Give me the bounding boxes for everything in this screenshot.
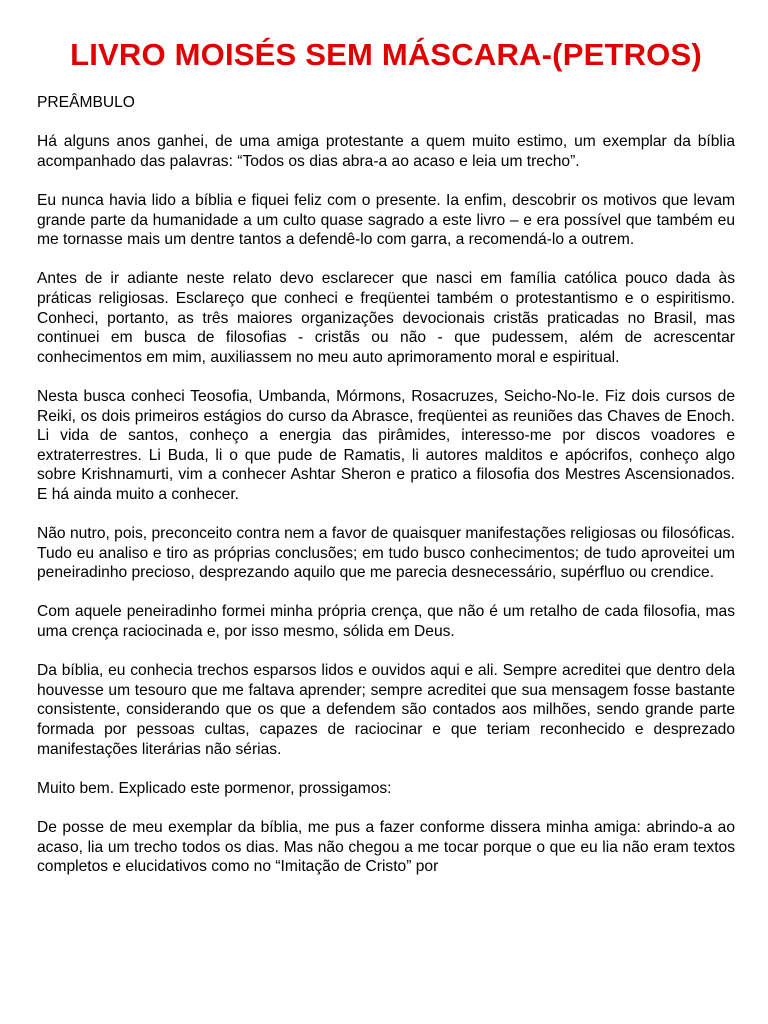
paragraph-5: Não nutro, pois, preconceito contra nem a favor de quaisquer manifestações religiosas ou filosóficas. Tudo eu analiso e tiro as próprias conclusões; em tudo busco conhecimentos; de tudo aproveitei um peneiradinho precioso, desprezando aquilo que me parecia desnecessário, supérfluo ou crendice. [37, 525, 735, 582]
paragraph-3: Antes de ir adiante neste relato devo esclarecer que nasci em família católica pouco dada às práticas religiosas. Esclareço que conheci e freqüentei também o protestantismo e o espiritismo. Conheci, portanto, as três maiores organizações devocionais cristãs praticadas no Brasil, mas continuei em busca de filosofias - cristãs ou não - que pudessem, além de acrescentar conhecimentos em mim, auxiliassem no meu auto aprimoramento moral e espiritual. [37, 270, 735, 366]
paragraph-2: Eu nunca havia lido a bíblia e fiquei feliz com o presente. Ia enfim, descobrir os motivos que levam grande parte da humanidade a um culto quase sagrado a este livro – e era possível que também eu me tornasse mais um dentre tantos a defendê-lo com garra, a recomendá-lo a outrem. [37, 191, 735, 249]
paragraph-1: Há alguns anos ganhei, de uma amiga protestante a quem muito estimo, um exemplar da bíblia acompanhado das palavras: “Todos os dias abra-a ao acaso e leia um trecho”. [37, 133, 735, 170]
document-title: LIVRO MOISÉS SEM MÁSCARA-(PETROS) [70, 37, 702, 72]
section-heading: PREÂMBULO [37, 94, 135, 111]
document-page [37, 36, 735, 896]
paragraph-6: Com aquele peneiradinho formei minha própria crença, que não é um retalho de cada filosofia, mas uma crença raciocinada e, por isso mesmo, sólida em Deus. [37, 603, 735, 641]
paragraph-8: Muito bem. Explicado este pormenor, prossigamos: [37, 779, 392, 797]
paragraph-9: De posse de meu exemplar da bíblia, me pus a fazer conforme dissera minha amiga: abrindo-a ao acaso, lia um trecho todos os dias. Mas não chegou a me tocar porque o que eu lia não eram textos completos e elucidativos como no “Imitação de Cristo” por [37, 818, 735, 876]
paragraph-4: Nesta busca conheci Teosofia, Umbanda, Mórmons, Rosacruzes, Seicho-No-Ie. Fiz dois cursos de Reiki, os dois primeiros estágios do curso da Abrasce, freqüentei as reuniões das Chaves de Enoch. Li vida de santos, conheço a energia das pirâmides, interesso-me por discos voadores e extraterrestres. Li Buda, li o que pude de Ramatis, li autores malditos e apócrifos, conheço algo sobre Krishnamurti, vim a conhecer Ashtar Sheron e pratico a filosofia dos Mestres Ascensionados. E há ainda muito a conhecer. [37, 387, 735, 503]
paragraph-7: Da bíblia, eu conhecia trechos esparsos lidos e ouvidos aqui e ali. Sempre acreditei que dentro dela houvesse um tesouro que me faltava aprender; sempre acreditei que sua mensagem fosse bastante consistente, considerando que os que a defendem são contados aos milhões, sendo grande parte formada por pessoas cultas, capazes de raciocinar e que teriam reconhecido e desprezado manifestações literárias não sérias. [37, 662, 735, 758]
